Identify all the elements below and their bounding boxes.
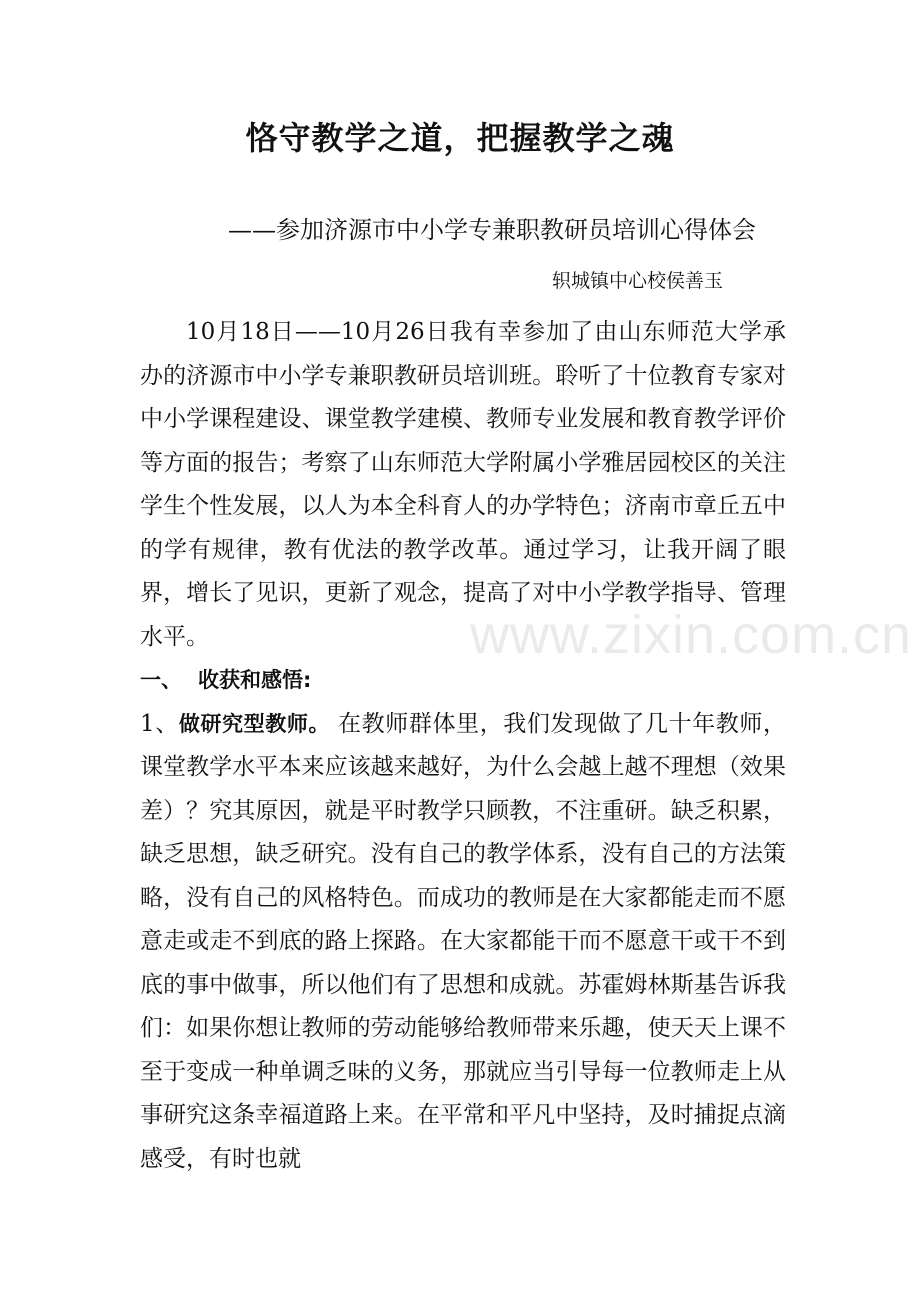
document-body [140, 311, 786, 1181]
section-heading-text: 收获和感悟: [198, 668, 312, 692]
section-number: 一、 [140, 668, 182, 692]
point-number: 1、 [140, 710, 179, 737]
point-paragraph [140, 703, 786, 1182]
intro-paragraph: 10月18日——10月26日我有幸参加了由山东师范大学承办的济源市中小学专兼职教研员培训班。聆听了十位教育专家对中小学课程建设、课堂教学建模、教师专业发展和教育教学评价等方面的报告；考察了山东师范大学附属小学雅居园校区的关注学生个性发展，以人为本全科育人的办学特色；济南市章丘五中的学有规律，教有优法的教学改革。通过学习，让我开阔了眼界，增长了见识，更新了观念，提高了对中小学教学指导、管理水平。 [140, 319, 786, 650]
section-heading [140, 659, 786, 703]
point-title: 做研究型教师。 [178, 711, 331, 736]
point-text: 在教师群体里，我们发现做了几十年教师，课堂教学水平本来应该越来越好，为什么会越上越不理想（效果差）？究其原因，就是平时教学只顾教，不注重研。缺乏积累，缺乏思想，缺乏研究。没有自己的教学体系，没有自己的方法策略，没有自己的风格特色。而成功的教师是在大家都能走而不愿意走或走不到底的路上探路。在大家都能干而不愿意干或干不到底的事中做事，所以他们有了思想和成就。苏霍姆林斯基告诉我们：如果你想让教师的劳动能够给教师带来乐趣，使天天上课不至于变成一种单调乏味的义务，那就应当引导每一位教师走上从事研究这条幸福道路上来。在平常和平凡中坚持，及时捕捉点滴感受，有时也就 [140, 710, 787, 1172]
document-title: 恪守教学之道，把握教学之魂 [245, 119, 675, 157]
document-subtitle: ——参加济源市中小学专兼职教研员培训心得体会 [228, 216, 756, 244]
author-line: 轵城镇中心校侯善玉 [552, 270, 724, 292]
watermark: www.zixin.com.cn [470, 605, 913, 665]
